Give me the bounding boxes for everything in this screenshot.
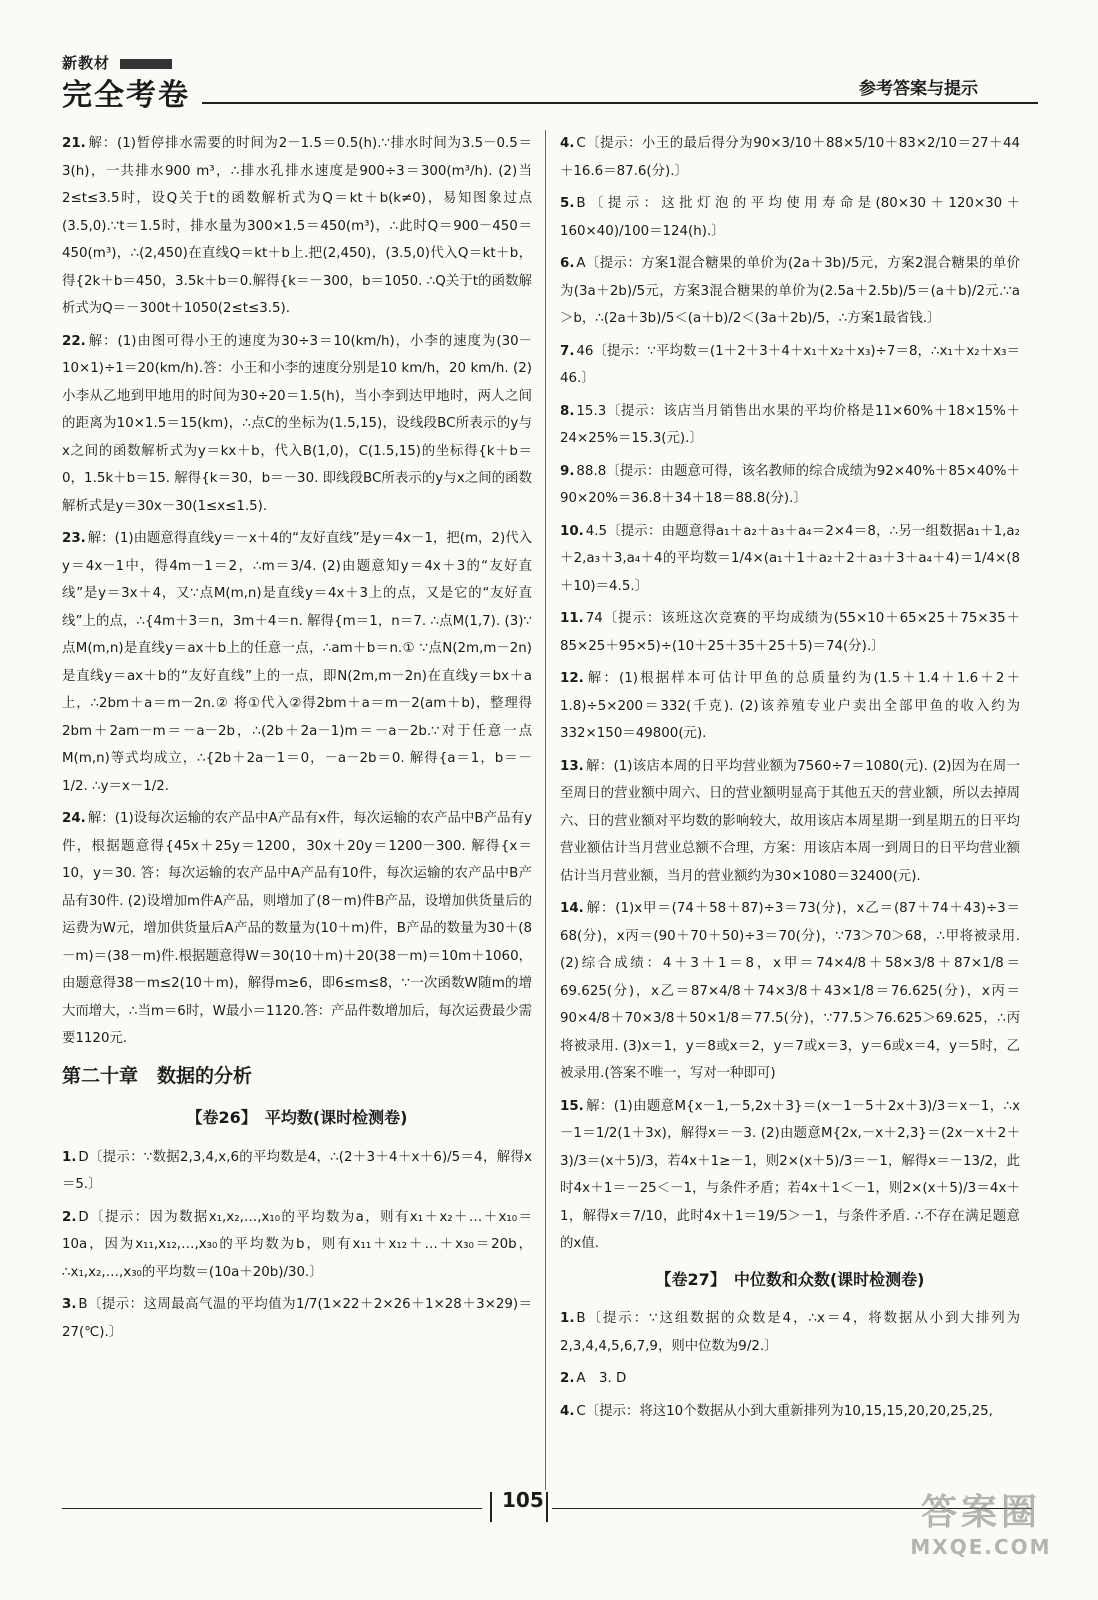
- answer-2: [62, 1204, 532, 1287]
- answer-number: 1.: [62, 1149, 77, 1165]
- answer-text: 解：(1)该店本周的日平均营业额为7560÷7＝1080(元). (2)因为在周一至周日的营业额中周六、日的营业额明显高于其他五天的营业额，所以去掉周六、日的营业额对平均数的影响较大，故用该店本周星期一到星期五的日平均营业额估计当月营业总额不合理，方案：用该店本周一到周日的日平均营业额估计当月营业额，当月的营业额约为30×1080＝32400(元).: [560, 758, 1020, 884]
- answer-11: [560, 605, 1020, 660]
- answer-text: 解：(1)暂停排水需要的时间为2－1.5＝0.5(h).∵排水时间为3.5－0.5＝3(h)，一共排水900 m³，∴排水孔排水速度是900÷3＝300(m³/h). (2)当2≤t≤3.5时，设Q关于t的函数解析式为Q＝kt＋b(k≠0)，易知图象过点(3.5,0).∵t＝1.5时，排水量为300×1.5＝450(m³)，∴此时Q＝900－450＝450(m³)，∴(2,450)在直线Q＝kt＋b上.把(2,450)，(3.5,0)代入Q＝kt＋b，得{2k＋b＝450，3.5k＋b＝0.解得{k＝－300，b＝1050. ∴Q关于t的函数解析式为Q＝－300t＋1050(2≤t≤3.5).: [62, 136, 532, 316]
- right-column: [560, 130, 1020, 1430]
- watermark-logo: [892, 1484, 1070, 1594]
- answer-text: 15.3〔提示：该店当月销售出水果的平均价格是11×60%＋18×15%＋24×25%＝15.3(元).〕: [560, 403, 1020, 446]
- answer-text: 解：(1)由题意M{x－1,－5,2x＋3}＝(x－1－5＋2x＋3)/3＝x－1，∴x－1＝1/2(1＋3x)，解得x＝－3. (2)由题意M{2x,－x＋2,3}＝(2x－x＋2＋3)/3＝(x＋5)/3，若4x＋1≥－1，则2×(x＋5)/3＝－1，解得x＝－13/2，此时4x＋1＝－25＜－1，与条件矛盾；若4x＋1＜－1，则2×(x＋5)/3＝4x＋1，解得x＝7/10，此时4x＋1＝19/5＞－1，与条件矛盾. ∴不存在满足题意的x值.: [560, 1098, 1020, 1251]
- answer-12: [560, 665, 1020, 748]
- answer-number: 13.: [560, 758, 584, 774]
- answer-number: 12.: [560, 671, 584, 686]
- answer-text: D〔提示：∵数据2,3,4,x,6的平均数是4，∴(2＋3＋4＋x＋6)/5＝4，解得x＝5.〕: [62, 1149, 532, 1192]
- brand-mark-bar: [120, 59, 172, 69]
- page-number: 105: [502, 1488, 544, 1512]
- answer-b1: [560, 1305, 1020, 1360]
- answer-24: [62, 805, 532, 1053]
- answer-text: 74〔提示：该班这次竞赛的平均成绩为(55×10＋65×25＋75×35＋85×25＋95×5)÷(10＋25＋35＋25＋5)＝74(分).〕: [560, 611, 1020, 654]
- watermark-main: 答案圈: [920, 1492, 1041, 1533]
- answer-number: 1.: [560, 1311, 575, 1326]
- answer-text: B〔提示：这周最高气温的平均值为1/7(1×22＋2×26＋1×28＋3×29)＝27(℃).〕: [62, 1297, 532, 1340]
- watermark-sub: MXQE.COM: [910, 1535, 1052, 1559]
- column-divider: [545, 130, 546, 1490]
- page-header: [62, 52, 1038, 112]
- answer-text: 解：(1)根据样本可估计甲鱼的总质量约为(1.5＋1.4＋1.6＋2＋1.8)÷5×200＝332(千克). (2)该养殖专业户卖出全部甲鱼的收入约为332×150＝49800(元).: [560, 671, 1020, 741]
- answer-8: [560, 398, 1020, 453]
- header-title: 参考答案与提示: [859, 79, 978, 99]
- answer-15: [560, 1093, 1020, 1258]
- answer-number: 4.: [560, 1403, 575, 1419]
- chapter-title: 第二十章 数据的分析: [62, 1064, 253, 1087]
- answer-22: [62, 328, 532, 521]
- section-title-27: 【卷27】 中位数和众数(课时检测卷): [655, 1269, 925, 1289]
- answer-text: B〔提示：∵这组数据的众数是4，∴x＝4，将数据从小到大排列为2,3,4,4,5,6,7,9，则中位数为9/2.〕: [560, 1311, 1020, 1354]
- answer-text: A 3. D: [576, 1371, 627, 1386]
- answer-7: [560, 338, 1020, 393]
- answer-number: 3.: [62, 1297, 77, 1312]
- answer-text: 解：(1)设每次运输的农产品中A产品有x件，每次运输的农产品中B产品有y件，根据题意得{45x＋25y＝1200，30x＋20y＝1200－300. 解得{x＝10，y＝30. 答：每次运输的农产品中A产品有10件，每次运输的农产品中B产品有30件. (2)设增加m件A产品，则增加了(8－m)件B产品，设增加供货量后的运费为W元，增加供货量后A产品的数量为(10＋m)件，B产品的数量为30＋(8－m)＝(38－m)件.根据题意得W＝30(10＋m)＋20(38－m)＝10m＋1060，由题意得38－m≤2(10＋m)，解得m≥6，即6≤m≤8，∵一次函数W随m的增大而增大，∴当m＝6时，W最小＝1120.答：产品件数增加后，每次运费最少需要1120元.: [62, 811, 532, 1046]
- answer-number: 9.: [560, 463, 575, 479]
- answer-number: 14.: [560, 901, 584, 916]
- header-rule: [202, 102, 1038, 104]
- answer-text: 88.8〔提示：由题意可得，该名教师的综合成绩为92×40%＋85×40%＋90×20%＝36.8＋34＋18＝88.8(分).〕: [560, 463, 1020, 506]
- left-column: [62, 130, 532, 1351]
- answer-number: 2.: [62, 1209, 77, 1225]
- answer-text: B〔提示：这批灯泡的平均使用寿命是(80×30＋120×30＋160×40)/100＝124(h).〕: [560, 196, 1020, 239]
- page-number-bar-left: [490, 1492, 492, 1522]
- answer-10: [560, 518, 1020, 601]
- footer-rule-left: [62, 1508, 482, 1509]
- brand-top-text: 新教材: [62, 54, 111, 72]
- answer-21: [62, 130, 532, 323]
- answer-9: [560, 458, 1020, 513]
- answer-text: 解：(1)x甲＝(74＋58＋87)÷3＝73(分)，x乙＝(87＋74＋43)÷3＝68(分)，x丙＝(90＋70＋50)÷3＝70(分)，∵73＞70＞68，∴甲将被录用. (2)综合成绩：4＋3＋1＝8，x甲＝74×4/8＋58×3/8＋87×1/8＝69.625(分)，x乙＝87×4/8＋74×3/8＋43×1/8＝76.625(分)，x丙＝90×4/8＋70×3/8＋50×1/8＝77.5(分)，∵77.5＞76.625＞69.625，∴丙将被录用. (3)x＝1，y＝8或x＝2，y＝7或x＝3，y＝6或x＝4，y＝5时，乙被录用.(答案不唯一，写对一种即可): [560, 901, 1020, 1081]
- answer-number: 10.: [560, 523, 584, 539]
- answer-5: [560, 190, 1020, 245]
- answer-text: 解：(1)由图可得小王的速度为30÷3＝10(km/h)，小李的速度为(30－10×1)÷1＝20(km/h).答：小王和小李的速度分别是10 km/h，20 km/h. (2)小李从乙地到甲地用的时间为30÷20＝1.5(h)，当小李到达甲地时，两人之间的距离为10×1.5＝15(km)，∴点C的坐标为(1.5,15)，设线段BC所表示的y与x之间的函数解析式为y＝kx＋b，代入B(1,0)，C(1.5,15)的坐标得{k＋b＝0，1.5k＋b＝15. 解得{k＝30，b＝－30. 即线段BC所表示的y与x之间的函数解析式是y＝30x－30(1≤x≤1.5).: [62, 333, 532, 514]
- answer-3: [62, 1291, 532, 1346]
- answer-b4: [560, 1398, 1020, 1426]
- answer-1: [62, 1144, 532, 1199]
- answer-number: 7.: [560, 343, 575, 359]
- answer-text: A〔提示：方案1混合糖果的单价为(2a＋3b)/5元，方案2混合糖果的单价为(3a＋2b)/5元，方案3混合糖果的单价为(2.5a＋2.5b)/5＝(a＋b)/2元.∵a＞b，∴(2a＋3b)/5＜(a＋b)/2＜(3a＋2b)/5，∴方案1最省钱.〕: [560, 256, 1020, 326]
- answer-number: 2.: [560, 1371, 575, 1386]
- answer-text: 解：(1)由题意得直线y＝－x＋4的“友好直线”是y＝4x－1，把(m，2)代入y＝4x－1中，得4m－1＝2，∴m＝3/4. (2)由题意知y＝4x＋3的“友好直线”是y＝3x＋4，又∵点M(m,n)是直线y＝4x＋3上的点，又是它的“友好直线”上的点，∴{4m＋3＝n，3m＋4＝n. 解得{m＝1，n＝7. ∴点M(1,7). (3)∵点M(m,n)是直线y＝ax＋b上的任意一点，∴am＋b＝n.① ∵点N(2m,m－2n)是直线y＝ax＋b的“友好直线”上的一点，即N(2m,m－2n)在直线y＝bx＋a上，∴2bm＋a＝m－2n.② 将①代入②得2bm＋a＝m－2(am＋b)，整理得2bm＋2am－m＝－a－2b，∴(2b＋2a－1)m＝－a－2b.∵对于任意一点M(m,n)等式均成立，∴{2b＋2a－1＝0，－a－2b＝0. 解得{a＝1，b＝－1/2. ∴y＝x－1/2.: [62, 531, 532, 794]
- answer-13: [560, 753, 1020, 891]
- answer-text: C〔提示：将这10个数据从小到大重新排列为10,15,15,20,20,25,25,: [576, 1403, 993, 1419]
- answer-b2-b3: [560, 1365, 1020, 1393]
- answer-number: 15.: [560, 1098, 584, 1114]
- answer-6: [560, 250, 1020, 333]
- answer-text: D〔提示：因为数据x₁,x₂,…,x₁₀的平均数为a，则有x₁＋x₂＋…＋x₁₀＝10a，因为x₁₁,x₁₂,…,x₃₀的平均数为b，则有x₁₁＋x₁₂＋…＋x₃₀＝20b，∴x₁,x₂,…,x₃₀的平均数＝(10a＋20b)/30.〕: [62, 1209, 532, 1280]
- answer-text: C〔提示：小王的最后得分为90×3/10＋88×5/10＋83×2/10＝27＋44＋16.6＝87.6(分).〕: [560, 136, 1020, 179]
- answer-number: 23.: [62, 531, 86, 546]
- answer-number: 22.: [62, 333, 86, 349]
- answer-number: 5.: [560, 196, 575, 211]
- page-number-bar-right: [546, 1492, 548, 1522]
- answer-4: [560, 130, 1020, 185]
- answer-text: 46〔提示：∵平均数＝(1＋2＋3＋4＋x₁＋x₂＋x₃)÷7＝8，∴x₁＋x₂＋x₃＝46.〕: [560, 343, 1020, 386]
- answer-number: 4.: [560, 136, 575, 151]
- section-title-26: 【卷26】 平均数(课时检测卷): [186, 1108, 408, 1127]
- answer-text: 4.5〔提示：由题意得a₁＋a₂＋a₃＋a₄＝2×4＝8，∴另一组数据a₁＋1,a₂＋2,a₃＋3,a₄＋4的平均数＝1/4×(a₁＋1＋a₂＋2＋a₃＋3＋a₄＋4)＝1/4×(8＋10)＝4.5.〕: [560, 523, 1020, 594]
- answer-number: 8.: [560, 403, 575, 419]
- answer-number: 21.: [62, 136, 86, 151]
- answer-number: 11.: [560, 611, 584, 626]
- answer-14: [560, 895, 1020, 1088]
- answer-number: 24.: [62, 811, 86, 826]
- answer-23: [62, 525, 532, 800]
- brand-logo: 完全考卷: [62, 78, 190, 113]
- answer-number: 6.: [560, 256, 575, 271]
